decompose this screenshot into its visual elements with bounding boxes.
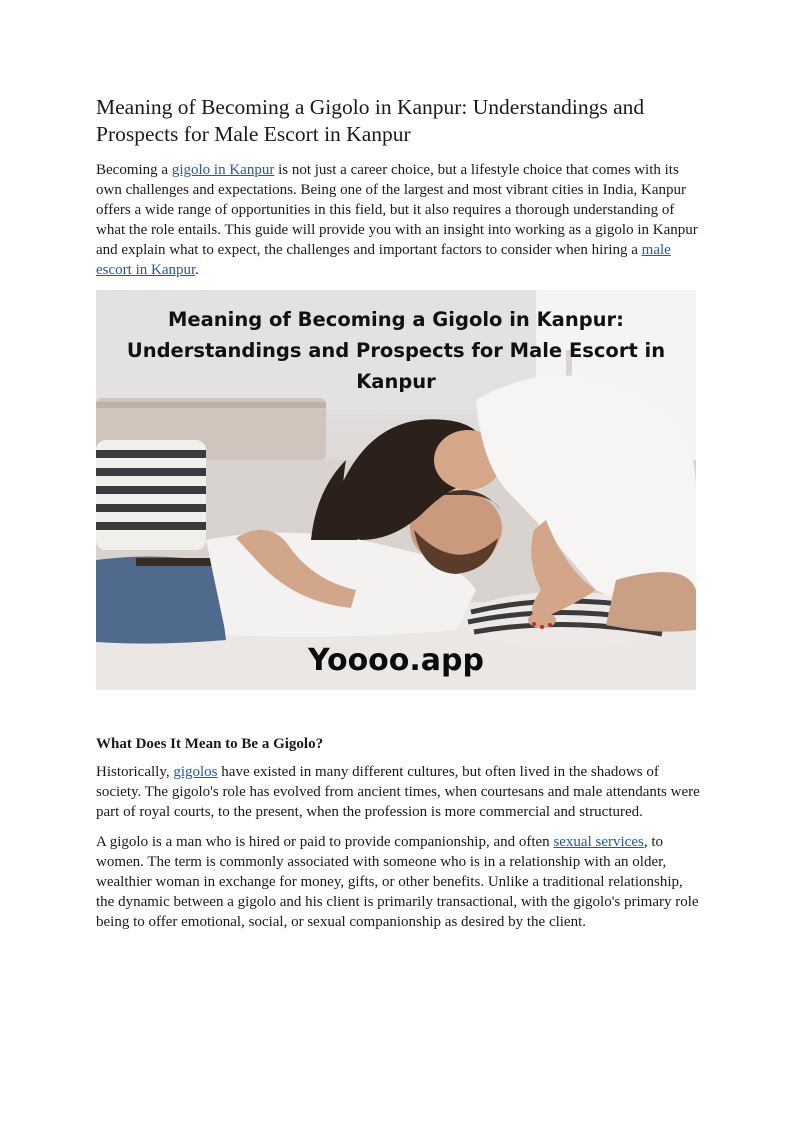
hero-caption-line-2: Understandings and Prospects for Male Escort in Kanpur	[126, 339, 666, 393]
definition-text-2: , to women. The term is commonly associated with someone who is in a relationship with an older, wealthier woman in exchange for money, gifts, or other benefits. Unlike a traditional relationship, the dynamic between a gigolo and his client is primarily transactional, with the gigolo's primary role being to offer emotional, social, or sexual companionship as desired by the client.	[96, 834, 699, 930]
intro-text-3: .	[195, 262, 199, 278]
page-title: Meaning of Becoming a Gigolo in Kanpur: Understandings and Prospects for Male Escort in Kanpur	[96, 95, 645, 146]
hero-caption	[96, 304, 696, 397]
definition-text-1: A gigolo is a man who is hired or paid to provide companionship, and often	[96, 834, 554, 850]
history-paragraph	[96, 762, 700, 822]
intro-paragraph	[96, 160, 700, 280]
section-heading: What Does It Mean to Be a Gigolo?	[96, 736, 324, 752]
hero-image	[96, 290, 696, 690]
history-text-2: have existed in many different cultures, but often lived in the shadows of society. The gigolo's role has evolved from ancient times, when courtesans and male attendants were part of royal courts, to the present, when the profession is more commercial and structured.	[96, 764, 700, 820]
definition-paragraph	[96, 832, 700, 932]
document-page	[96, 94, 700, 942]
male-escort-in-kanpur-link[interactable]: male escort in Kanpur	[96, 242, 671, 278]
hero-brand-watermark: Yoooo.app	[307, 643, 484, 678]
gigolo-in-kanpur-link[interactable]: gigolo in Kanpur	[171, 162, 275, 178]
sexual-services-link[interactable]: sexual services	[553, 834, 644, 850]
hero-caption-line-1: Meaning of Becoming a Gigolo in Kanpur:	[168, 308, 624, 331]
intro-text-1: Becoming a	[96, 162, 172, 178]
history-text-1: Historically,	[96, 764, 174, 780]
intro-text-2: is not just a career choice, but a lifestyle choice that comes with its own challenges and expectations. Being one of the largest and most vibrant cities in India, Kanpur offers a wide range of opportunities in this field, but it also requires a thorough understanding of what the role entails. This guide will provide you with an insight into working as a gigolo in Kanpur and explain what to expect, the challenges and important factors to consider when hiring a	[96, 162, 698, 258]
gigolos-link[interactable]: gigolos	[173, 764, 218, 780]
